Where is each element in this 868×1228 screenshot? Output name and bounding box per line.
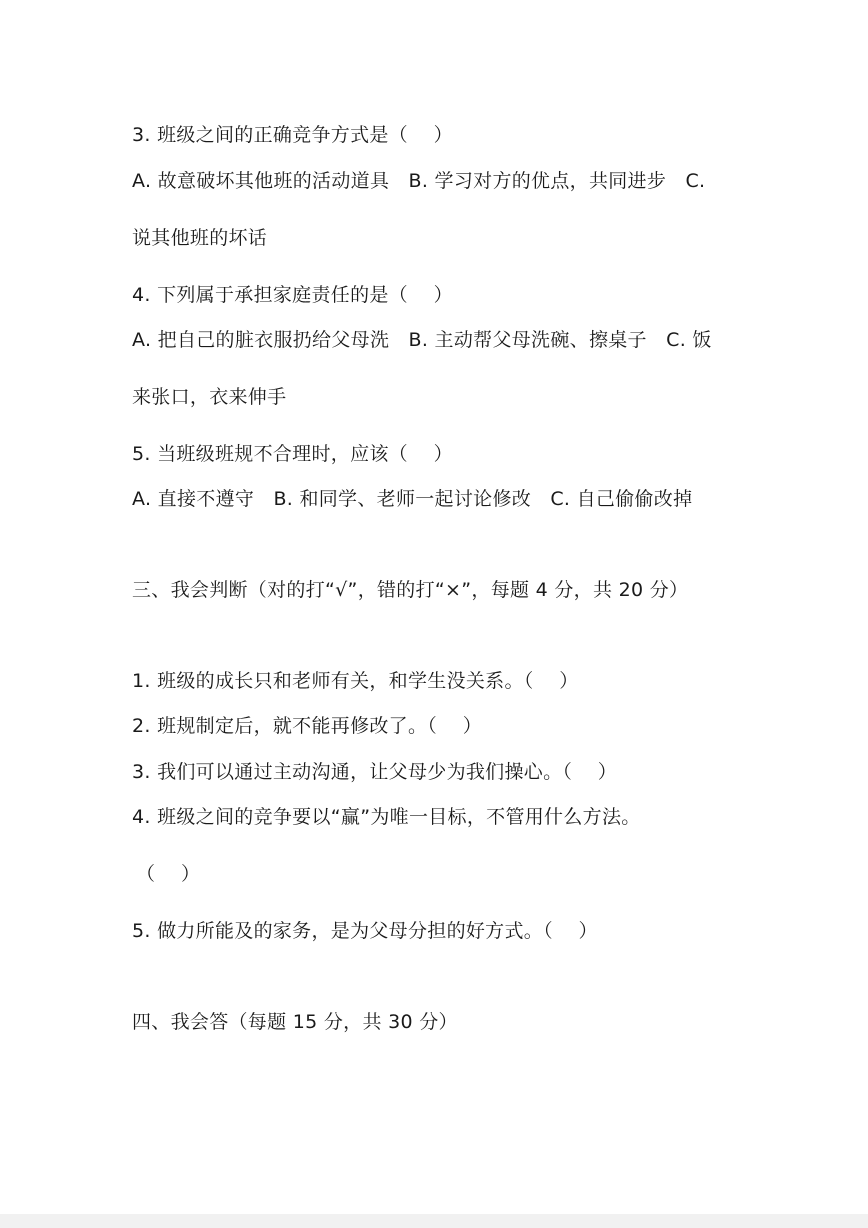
judge-item-4: 4. 班级之间的竞争要以“赢”为唯一目标，不管用什么方法。 <box>132 806 641 828</box>
question-3-options-continued: 说其他班的坏话 <box>132 227 268 249</box>
judge-item-3: 3. 我们可以通过主动沟通，让父母少为我们操心。（ ） <box>132 761 618 783</box>
section-3-heading: 三、我会判断（对的打“√”，错的打“×”，每题 4 分，共 20 分） <box>132 579 689 601</box>
question-5-options: A. 直接不遵守 B. 和同学、老师一起讨论修改 C. 自己偷偷改掉 <box>132 488 693 510</box>
section-4-heading: 四、我会答（每题 15 分，共 30 分） <box>132 1011 458 1033</box>
judge-item-2: 2. 班规制定后，就不能再修改了。（ ） <box>132 715 483 737</box>
page-bottom-edge <box>0 1214 868 1228</box>
question-4-options: A. 把自己的脏衣服扔给父母洗 B. 主动帮父母洗碗、擦桌子 C. 饭 <box>132 329 712 351</box>
judge-item-5: 5. 做力所能及的家务，是为父母分担的好方式。（ ） <box>132 920 598 942</box>
question-4-options-continued: 来张口，衣来伸手 <box>132 386 287 408</box>
judge-item-1: 1. 班级的成长只和老师有关，和学生没关系。（ ） <box>132 670 579 692</box>
judge-item-4-paren: （ ） <box>136 863 201 885</box>
question-5-stem: 5. 当班级班规不合理时，应该（ ） <box>132 443 453 465</box>
question-3-options: A. 故意破坏其他班的活动道具 B. 学习对方的优点，共同进步 C. <box>132 170 706 192</box>
question-3-stem: 3. 班级之间的正确竞争方式是（ ） <box>132 124 453 146</box>
question-4-stem: 4. 下列属于承担家庭责任的是（ ） <box>132 284 453 306</box>
